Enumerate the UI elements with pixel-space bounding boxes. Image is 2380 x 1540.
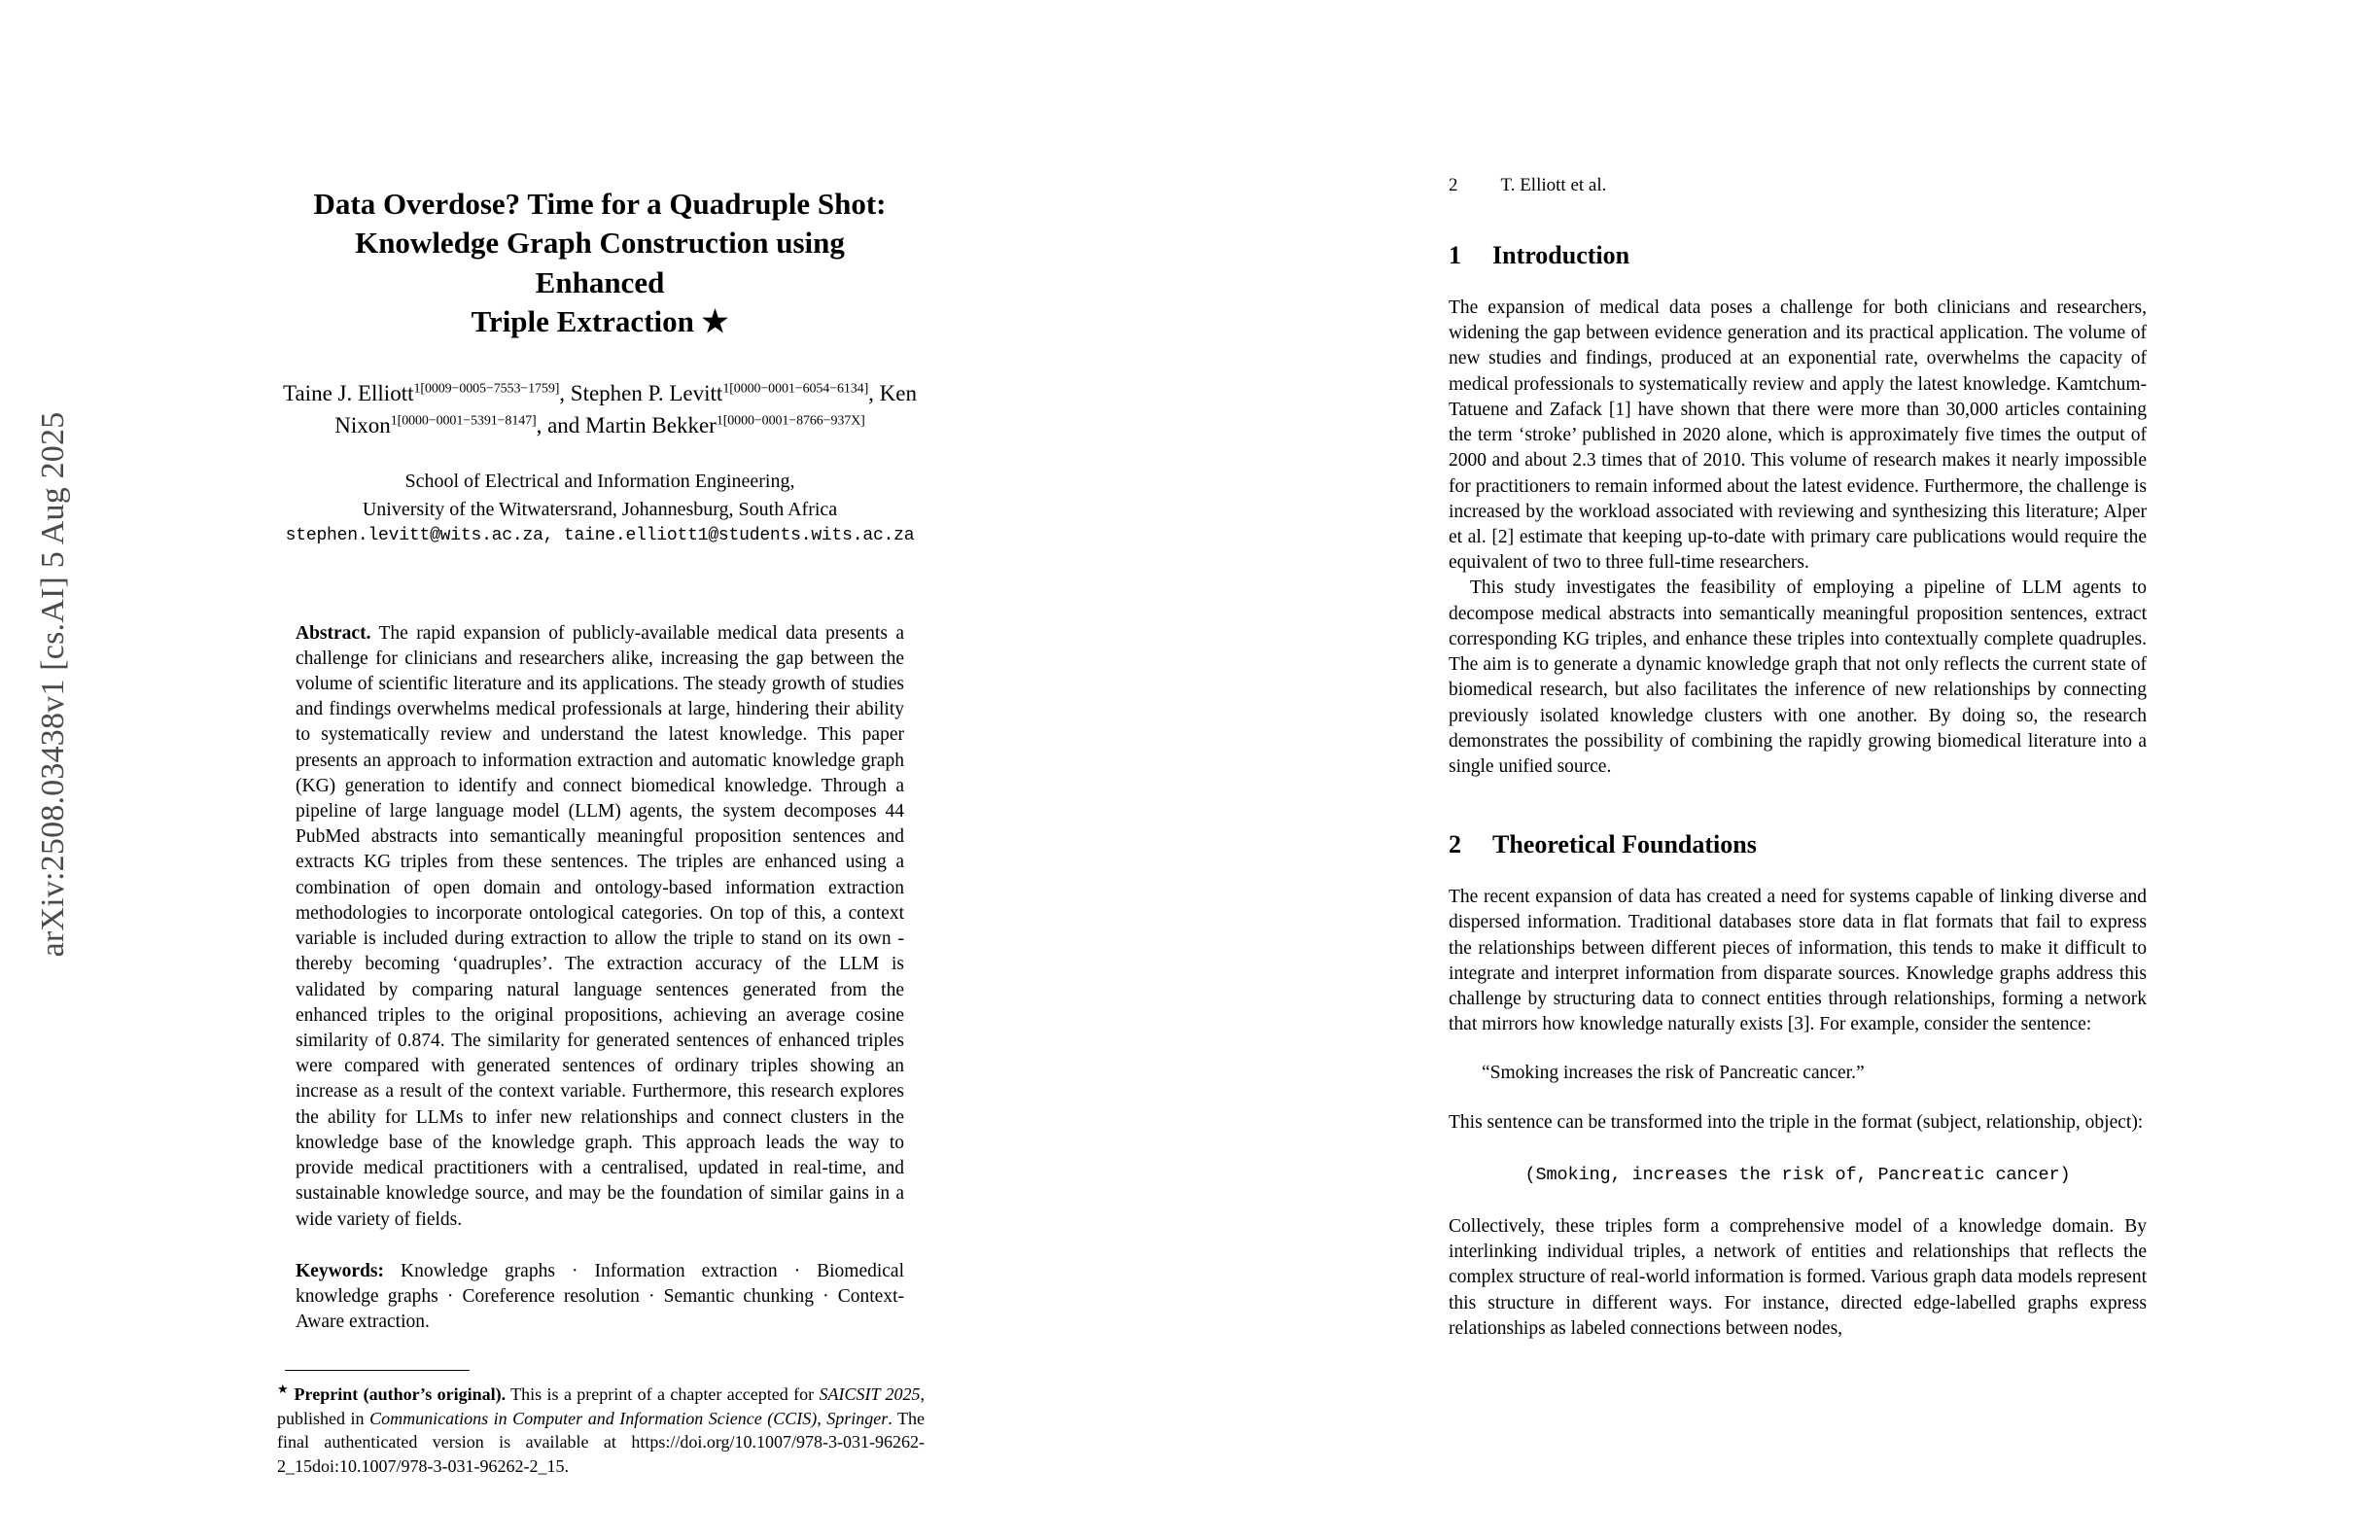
section-heading-theoretical-foundations: [1449, 830, 2147, 859]
author-entry: [283, 381, 559, 405]
author-orcid: 1[0009−0005−7553−1759]: [413, 381, 560, 397]
title-page-column: [269, 185, 930, 1478]
footnote-lead: Preprint (author’s original).: [294, 1384, 507, 1405]
arxiv-stamp-text: arXiv:2508.03438v1 [cs.AI] 5 Aug 2025: [35, 411, 71, 958]
abstract-label: Abstract.: [296, 622, 371, 644]
running-head: [1449, 175, 2147, 196]
footnote: [269, 1370, 930, 1478]
footnote-venue: SAICSIT 2025: [819, 1384, 921, 1405]
section-spacer: [1449, 780, 2147, 830]
author-name: Stephen P. Levitt: [570, 381, 723, 406]
footnote-part-3: . The final authenticated version is available at https://doi.org/10.1007/978-3-031-96262-2_15doi:10.1007/978-3-031-96262-2_15.: [277, 1408, 925, 1476]
title-line-3: Triple Extraction ★: [471, 303, 729, 338]
paragraph: The expansion of medical data poses a challenge for both clinicians and researchers, widening the gap between evidence generation and its practical application. The volume of new studies and findings, produced at an exponential rate, overwhelms the capacity of medical professionals to systematically review and apply the latest knowledge. Kamtchum-Tatuene and Zafack [1] have shown that there were more than 30,000 articles containing the term ‘stroke’ published in 2020 alone, which is approximately five times the output of 2000 and about 2.3 times that of 2010. This volume of research makes it nearly impossible for practitioners to remain informed about the latest evidence. Furthermore, the challenge is increased by the workload associated with reviewing and synthesizing this literature; Alper et al. [2] estimate that keeping up-to-date with primary care publications would require the equivalent of two to three full-time researchers.: [1449, 298, 2147, 574]
abstract: [269, 621, 930, 1233]
paragraph: This sentence can be transformed into the triple in the format (subject, relationship, object):: [1449, 1111, 2144, 1133]
affiliation-line-1: School of Electrical and Information Engineering,: [404, 470, 795, 492]
section-number: 1: [1449, 241, 1461, 269]
author-entry: [571, 381, 868, 405]
title-line-1: Data Overdose? Time for a Quadruple Shot:: [313, 187, 887, 221]
author-list: [269, 378, 930, 441]
footnote-part-2: , published in: [277, 1384, 926, 1428]
affiliation: [269, 468, 930, 524]
example-sentence-quote: “Smoking increases the risk of Pancreatic cancer.”: [1482, 1063, 1865, 1084]
author-separator: , and: [536, 412, 586, 438]
paragraph: The recent expansion of data has created a need for systems capable of linking diverse and dispersed information. Traditional databases store data in flat formats that fail to express the relationships between different pieces of information, this tends to make it difficult to integrate and interpret information from disparate sources. Knowledge graphs address this challenge by structuring data to connect entities through relationships, forming a network that mirrors how knowledge naturally exists [3]. For example, consider the sentence:: [1449, 887, 2147, 1035]
abstract-text: The rapid expansion of publicly-available medical data presents a challenge for clinicians and researchers alike, increasing the gap between the volume of scientific literature and its applications. The steady growth of studies and findings overwhelms medical professionals at large, hindering their ability to systematically review and understand the latest knowledge. This paper presents an approach to information extraction and automatic knowledge graph (KG) generation to identify and connect biomedical knowledge. Through a pipeline of large language model (LLM) agents, the system decomposes 44 PubMed abstracts into semantically meaningful proposition sentences and extracts KG triples from these sentences. The triples are enhanced using a combination of open domain and ontology-based information extraction methodologies to incorporate ontological categories. On top of this, a context variable is included during extraction to allow the triple to stand on its own - thereby becoming ‘quadruples’. The extraction accuracy of the LLM is validated by comparing natural language sentences generated from the enhanced triples to the original propositions, achieving an average cosine similarity of 0.874. The similarity for generated sentences of enhanced triples were compared with generated sentences of ordinary triples showing an increase as a result of the context variable. Furthermore, this research explores the ability for LLMs to infer new relationships and connect clusters in the knowledge base of the knowledge graph. This approach leads the way to provide medical practitioners with a centralised, updated in real-time, and sustainable knowledge source, and may be the foundation of similar gains in a wide variety of fields.: [296, 622, 904, 1230]
running-head-authors: T. Elliott et al.: [1500, 175, 1607, 195]
affiliation-line-2: University of the Witwatersrand, Johannesburg, South Africa: [362, 498, 838, 520]
author-entry: [585, 413, 865, 438]
triple-example-code: (Smoking, increases the risk of, Pancreatic cancer): [1524, 1164, 2071, 1185]
author-orcid: 1[0000−0001−6054−6134]: [722, 381, 869, 397]
author-name: Martin Bekker: [585, 412, 717, 438]
author-name: Ken Nixon: [334, 381, 917, 438]
footnote-marker: ★: [277, 1382, 290, 1397]
section-number: 2: [1449, 830, 1461, 859]
author-name: Taine J. Elliott: [283, 381, 414, 406]
author-orcid: 1[0000−0001−5391−8147]: [390, 413, 537, 429]
author-separator: ,: [868, 381, 880, 406]
body-page-column: [1449, 175, 2147, 1342]
footnote-part-1: This is a preprint of a chapter accepted for: [506, 1384, 820, 1405]
keywords: [269, 1259, 930, 1336]
footnote-series: Communications in Computer and Information Science (CCIS), Springer: [369, 1408, 889, 1428]
page-title: [269, 185, 930, 341]
author-emails: stephen.levitt@wits.ac.za, taine.elliott1@students.wits.ac.za: [285, 525, 915, 545]
section-title: Theoretical Foundations: [1492, 830, 1757, 859]
title-line-2: Knowledge Graph Construction using Enhanced: [355, 226, 845, 299]
section-title: Introduction: [1492, 241, 1630, 269]
page-number: 2: [1449, 175, 1458, 195]
paragraph: This study investigates the feasibility of employing a pipeline of LLM agents to decompose medical abstracts into semantically meaningful proposition sentences, extract corresponding KG triples, and enhance these triples into contextually complete quadruples. The aim is to generate a dynamic knowledge graph that not only reflects the current state of biomedical research, but also facilitates the inference of new relationships by connecting previously isolated knowledge clusters with one another. By doing so, the research demonstrates the possibility of combining the rapidly growing biomedical literature into a single unified source.: [1449, 578, 2147, 777]
keywords-label: Keywords:: [296, 1260, 384, 1281]
author-separator: ,: [559, 381, 571, 406]
keywords-text: Knowledge graphs · Information extraction · Biomedical knowledge graphs · Coreference resolution · Semantic chunking · Context-Aware extraction.: [296, 1260, 904, 1333]
section-heading-introduction: [1449, 241, 2147, 270]
footnote-rule: [285, 1370, 470, 1371]
paragraph: Collectively, these triples form a comprehensive model of a knowledge domain. By interlinking individual triples, a network of entities and relationships that reflects the complex structure of real-world information is formed. Various graph data models represent this structure in different ways. For instance, directed edge-labelled graphs express relationships as labeled connections between nodes,: [1449, 1215, 2147, 1339]
author-orcid: 1[0000−0001−8766−937X]: [716, 413, 865, 429]
